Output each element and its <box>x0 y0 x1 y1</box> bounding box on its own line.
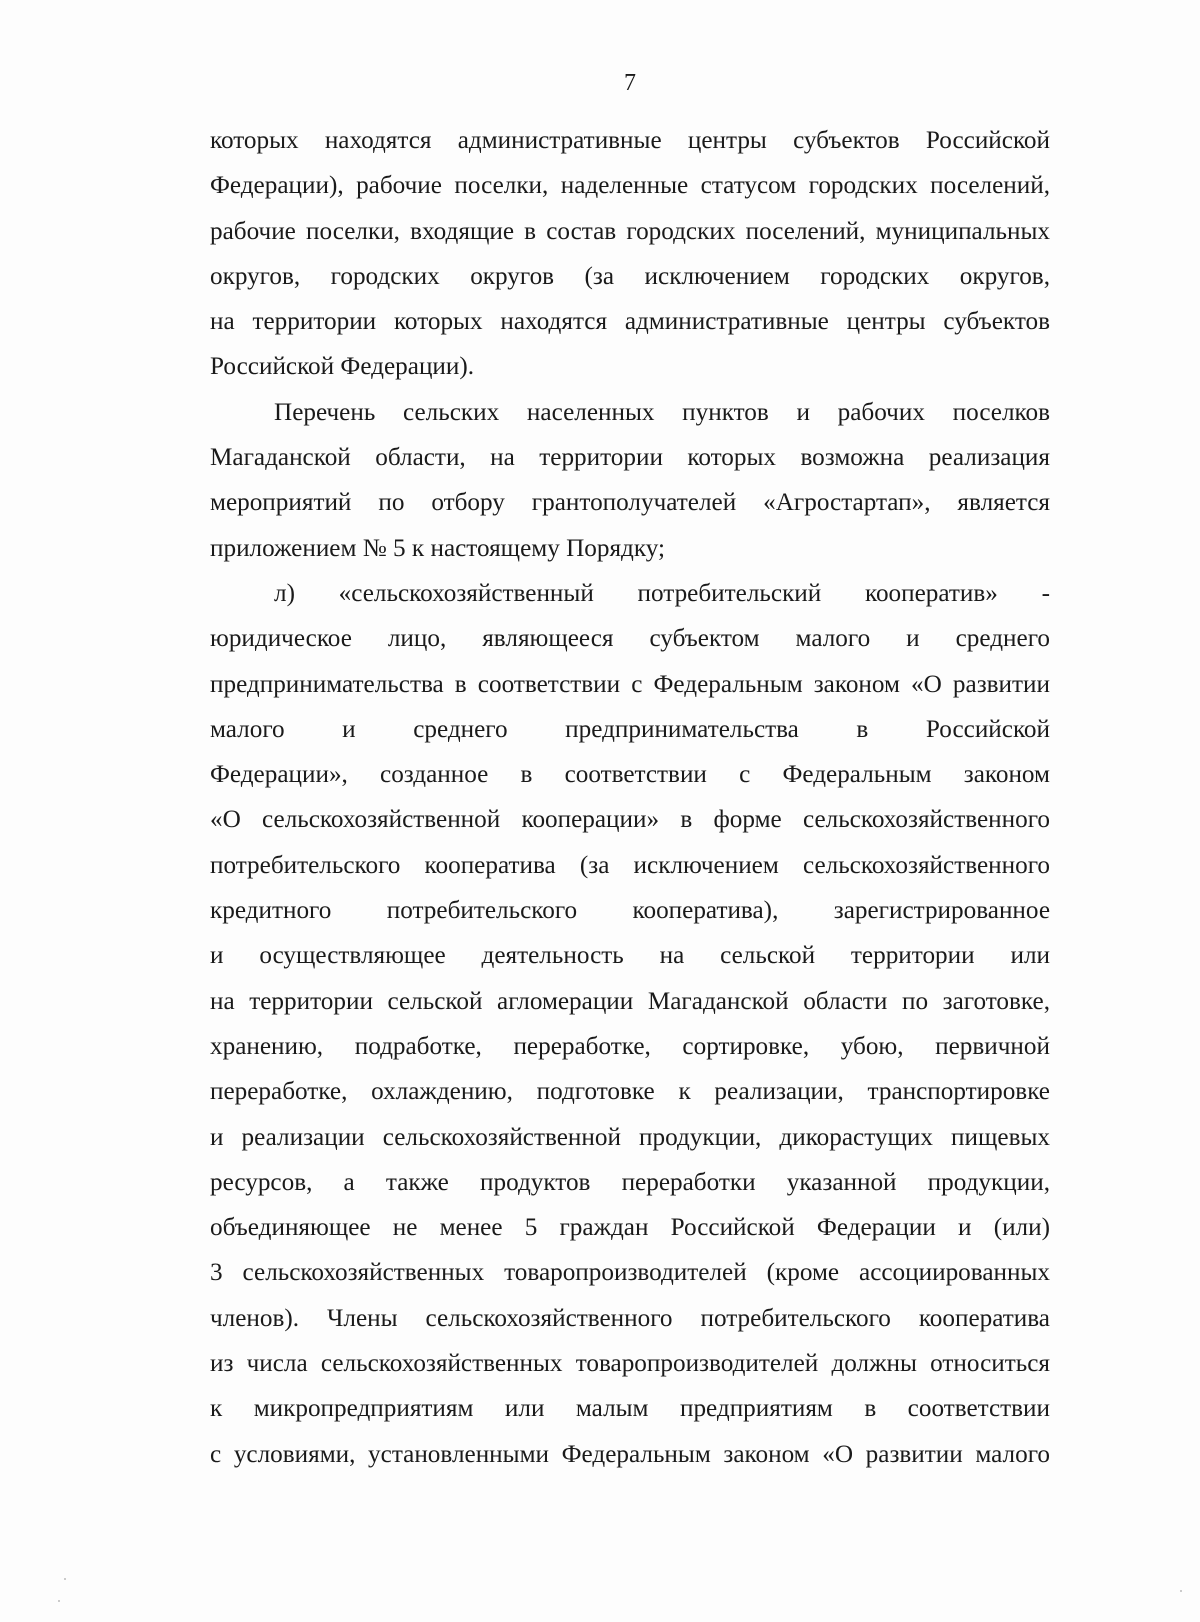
text-line: на территории которых находятся административные центры субъектов <box>210 308 1050 336</box>
text-line: Магаданской области, на территории которых возможна реализация <box>210 444 1050 472</box>
text-line: округов, городских округов (за исключением городских округов, <box>210 262 1050 290</box>
scan-speck <box>1180 1590 1182 1592</box>
document-body <box>210 118 1050 1477</box>
text-line: хранению, подработке, переработке, сортировке, убою, первичной <box>210 1032 1050 1060</box>
text-line: кредитного потребительского кооператива), зарегистрированное <box>210 897 1050 925</box>
text-line: предпринимательства в соответствии с Федеральным законом «О развитии <box>210 670 1050 698</box>
text-line: мероприятий по отбору грантополучателей «Агростартап», является <box>210 489 1050 517</box>
scan-speck <box>64 1578 66 1580</box>
text-line: Федерации), рабочие поселки, наделенные статусом городских поселений, <box>210 172 1050 200</box>
text-line: объединяющее не менее 5 граждан Российской Федерации и (или) <box>210 1214 1050 1242</box>
text-line: с условиями, установленными Федеральным законом «О развитии малого <box>210 1440 1050 1468</box>
text-line: 3 сельскохозяйственных товаропроизводителей (кроме ассоциированных <box>210 1259 1050 1287</box>
scan-speck <box>58 1600 60 1602</box>
text-line: и осуществляющее деятельность на сельской территории или <box>210 942 1050 970</box>
text-line: Российской Федерации). <box>210 353 475 381</box>
text-line: ресурсов, а также продуктов переработки указанной продукции, <box>210 1168 1050 1196</box>
paragraph-start-line: Перечень сельских населенных пунктов и рабочих поселков <box>274 398 1050 426</box>
text-line: юридическое лицо, являющееся субъектом малого и среднего <box>210 625 1050 653</box>
text-line: рабочие поселки, входящие в состав городских поселений, муниципальных <box>210 217 1050 245</box>
text-line: членов). Члены сельскохозяйственного потребительского кооператива <box>210 1304 1050 1332</box>
text-line: из числа сельскохозяйственных товаропроизводителей должны относиться <box>210 1350 1050 1378</box>
text-line: к микропредприятиям или малым предприятиям в соответствии <box>210 1395 1050 1423</box>
page-number: 7 <box>624 70 636 96</box>
text-line: Федерации», созданное в соответствии с Федеральным законом <box>210 761 1050 789</box>
text-line: на территории сельской агломерации Магаданской области по заготовке, <box>210 987 1050 1015</box>
text-line: которых находятся административные центры субъектов Российской <box>210 127 1050 154</box>
text-line: малого и среднего предпринимательства в Российской <box>210 715 1050 743</box>
text-line: потребительского кооператива (за исключением сельскохозяйственного <box>210 851 1050 879</box>
text-line: переработке, охлаждению, подготовке к реализации, транспортировке <box>210 1078 1050 1106</box>
paragraph-start-line: л) «сельскохозяйственный потребительский кооператив» - <box>274 579 1050 607</box>
text-line: приложением № 5 к настоящему Порядку; <box>210 534 665 562</box>
text-line: и реализации сельскохозяйственной продукции, дикорастущих пищевых <box>210 1123 1050 1151</box>
text-line: «О сельскохозяйственной кооперации» в форме сельскохозяйственного <box>210 806 1050 834</box>
